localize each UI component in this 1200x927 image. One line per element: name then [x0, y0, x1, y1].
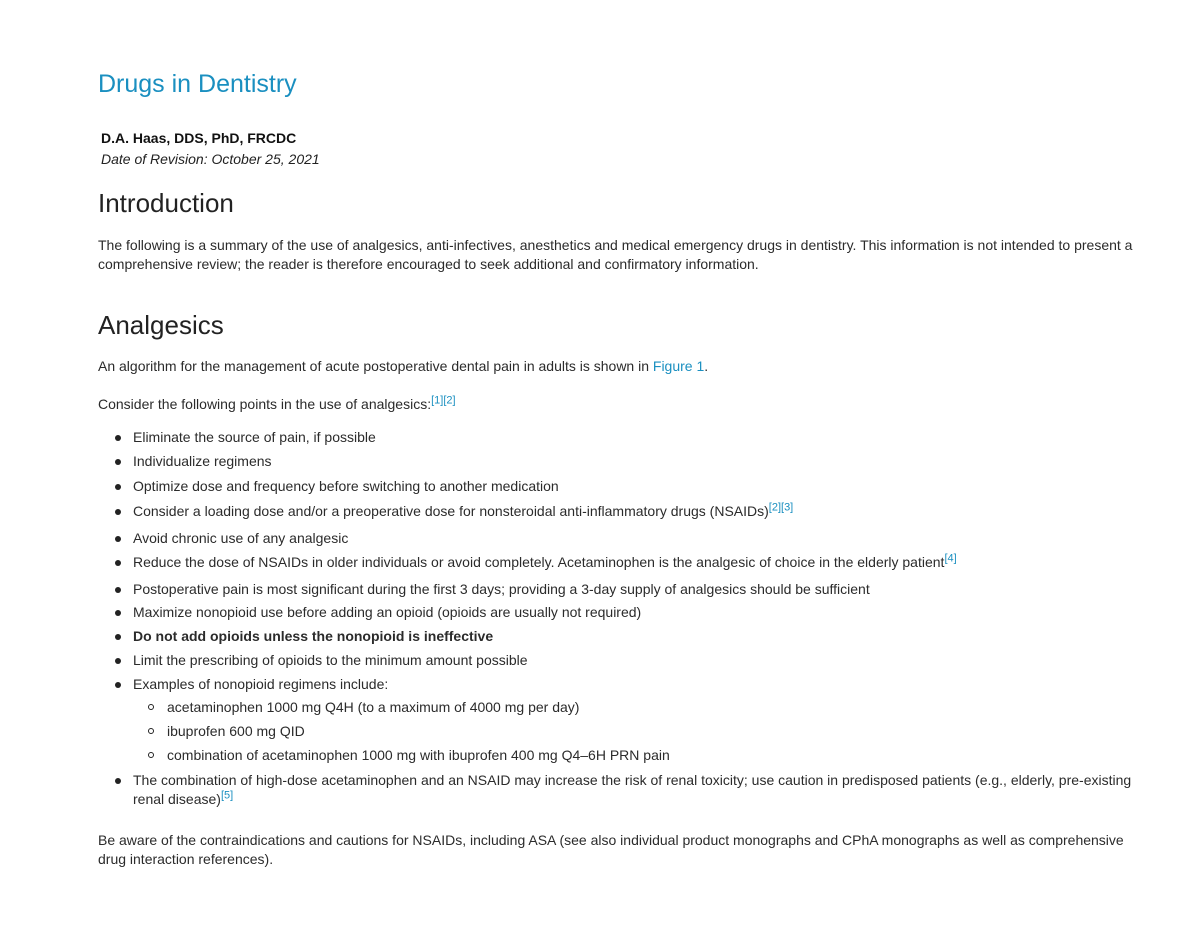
- list-item-text: Reduce the dose of NSAIDs in older individuals or avoid completely. Acetaminophen is the analgesic of choice in the elderly patient: [133, 554, 945, 570]
- list-item: [98, 603, 1138, 627]
- regimen-item: acetaminophen 1000 mg Q4H (to a maximum of 4000 mg per day): [133, 698, 1138, 722]
- list-item-text: Postoperative pain is most significant during the first 3 days; providing a 3-day supply of analgesics should be sufficient: [133, 581, 870, 597]
- regimen-item: combination of acetaminophen 1000 mg with ibuprofen 400 mg Q4–6H PRN pain: [133, 746, 1138, 770]
- list-item: [98, 428, 1138, 452]
- reference-link[interactable]: [5]: [220, 789, 234, 802]
- document-title: Drugs in Dentistry: [98, 70, 297, 98]
- list-item: [98, 675, 1138, 771]
- analgesic-points-list: [98, 428, 1138, 811]
- list-item: [98, 502, 1138, 529]
- list-item-text: Eliminate the source of pain, if possible: [133, 429, 376, 445]
- reference-link[interactable]: [4]: [944, 552, 957, 565]
- reference-link[interactable]: [2][3]: [768, 501, 794, 514]
- list-item: [98, 529, 1138, 553]
- list-item: [98, 771, 1138, 811]
- algorithm-text: An algorithm for the management of acute postoperative dental pain in adults is shown in: [98, 358, 653, 374]
- list-item-text: Maximize nonopioid use before adding an opioid (opioids are usually not required): [133, 604, 642, 620]
- reference-link[interactable]: [1][2]: [431, 394, 456, 407]
- introduction-heading: Introduction: [98, 188, 234, 218]
- list-item-text: Optimize dose and frequency before switching to another medication: [133, 478, 559, 494]
- list-item: [98, 452, 1138, 477]
- list-item: [98, 580, 1138, 603]
- regimen-sublist: [133, 698, 1138, 770]
- algorithm-period: .: [704, 358, 709, 374]
- analgesics-heading: Analgesics: [98, 310, 224, 340]
- consider-paragraph: [98, 395, 1138, 414]
- consider-text: Consider the following points in the use of analgesics:: [98, 396, 432, 412]
- list-item-text: Avoid chronic use of any analgesic: [133, 530, 349, 546]
- list-item: [98, 553, 1138, 580]
- list-item-text: The combination of high-dose acetaminophen and an NSAID may increase the risk of renal toxicity; use caution in predisposed patients (e.g., elderly, pre-existing renal disease): [133, 772, 1132, 807]
- list-item-text: Individualize regimens: [133, 453, 272, 469]
- figure-1-link[interactable]: Figure 1: [652, 358, 705, 374]
- list-item: [98, 477, 1138, 502]
- list-item-text: Examples of nonopioid regimens include:: [133, 676, 389, 692]
- contraindications-paragraph: Be aware of the contraindications and cautions for NSAIDs, including ASA (see also individual product monographs and CPhA monographs as well as comprehensive drug interaction references).: [98, 832, 1124, 867]
- regimen-item: ibuprofen 600 mg QID: [133, 722, 1138, 746]
- introduction-paragraph: The following is a summary of the use of analgesics, anti-infectives, anesthetics and medical emergency drugs in dentistry. This information is not intended to present a comprehensive review; the reader is therefore encouraged to seek additional and confirmatory information.: [98, 237, 1133, 272]
- author-line: D.A. Haas, DDS, PhD, FRCDC: [101, 130, 297, 146]
- list-item-text: Do not add opioids unless the nonopioid is ineffective: [133, 628, 494, 644]
- revision-date: Date of Revision: October 25, 2021: [101, 151, 320, 167]
- list-item-text: Limit the prescribing of opioids to the minimum amount possible: [133, 652, 528, 668]
- algorithm-paragraph: [98, 357, 1138, 376]
- list-item: [98, 651, 1138, 675]
- list-item-emphasis: [98, 627, 1138, 651]
- list-item-text: Consider a loading dose and/or a preoperative dose for nonsteroidal anti-inflammatory drugs (NSAIDs): [133, 503, 769, 519]
